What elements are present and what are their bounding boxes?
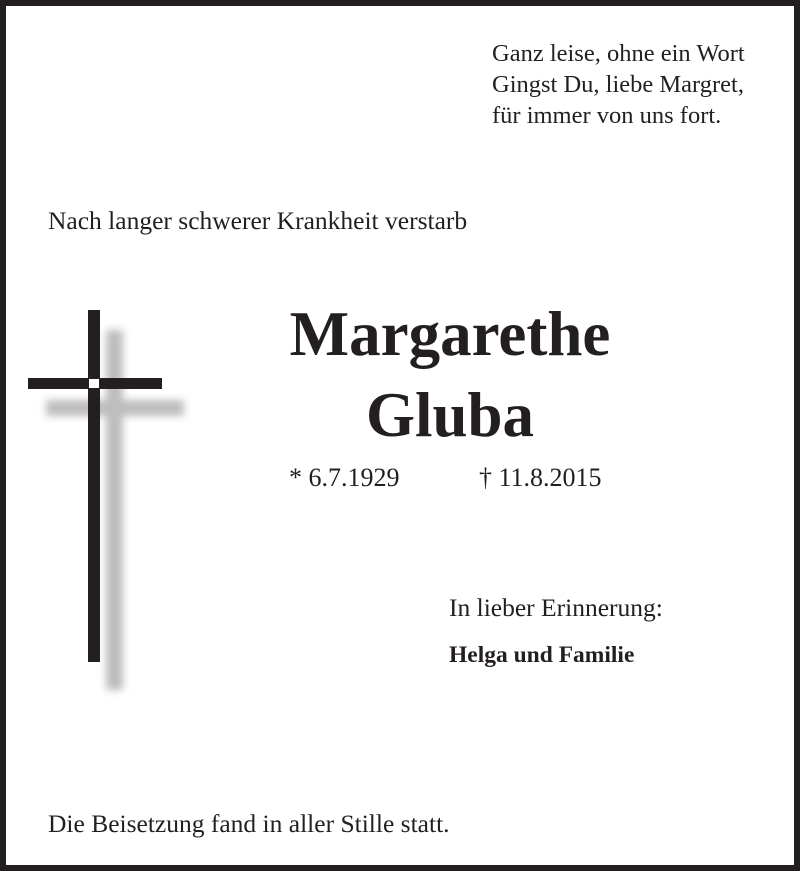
cross-center-gap <box>89 379 99 388</box>
memorial-text: In lieber Erinnerung: <box>449 593 663 622</box>
mourners-signature: Helga und Familie <box>449 642 635 668</box>
birth-date: * 6.7.1929 <box>289 463 400 492</box>
poem-line: für immer von uns fort. <box>492 102 722 129</box>
cross-vertical-bar <box>88 310 100 662</box>
poem-line: Gingst Du, liebe Margret, <box>492 71 744 98</box>
poem-line: Ganz leise, ohne ein Wort <box>492 40 745 67</box>
cross-shadow-horizontal <box>46 400 184 416</box>
burial-note: Die Beisetzung fand in aller Stille statt. <box>48 809 450 838</box>
deceased-first-name: Margarethe <box>289 299 611 369</box>
poem-verse <box>492 38 745 131</box>
death-date: † 11.8.2015 <box>479 463 602 492</box>
deceased-last-name: Gluba <box>365 380 535 450</box>
intro-text: Nach langer schwerer Krankheit verstarb <box>48 206 468 235</box>
